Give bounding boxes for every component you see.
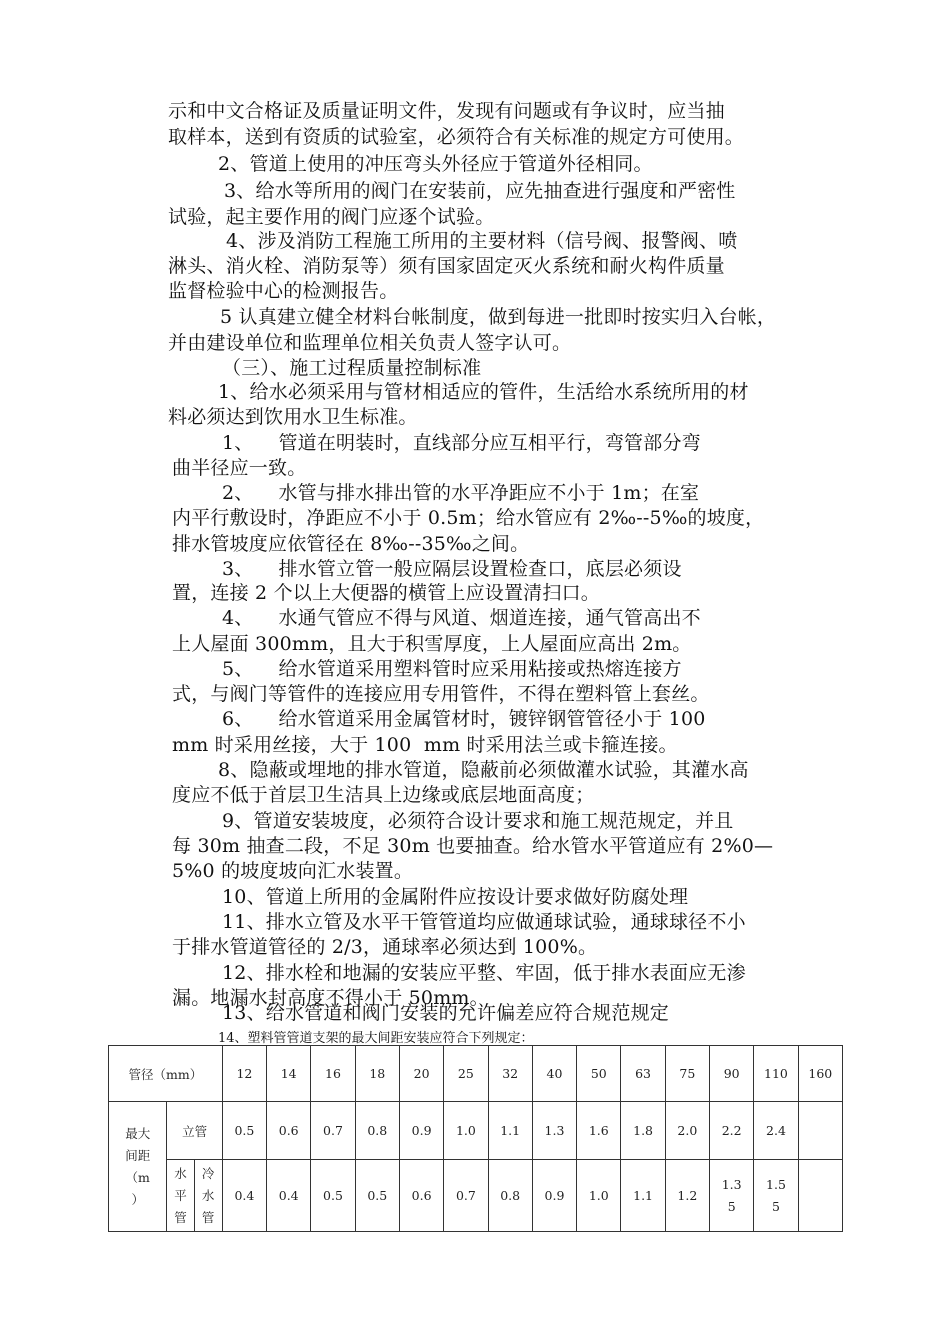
diameter-cell: 25: [444, 1046, 488, 1102]
value-cell: 0.5: [355, 1160, 399, 1232]
value-cell: 0.6: [267, 1102, 311, 1160]
label-line: 水: [201, 1187, 215, 1203]
value-cell: 0.4: [267, 1160, 311, 1232]
section-heading: （三）、施工过程质量控制标准: [222, 357, 482, 379]
diameter-cell: 18: [355, 1046, 399, 1102]
text-line: 10、管道上所用的金属附件应按设计要求做好防腐处理: [222, 886, 689, 908]
value-cell: 1.8: [621, 1102, 665, 1160]
text-line: 2、 水管与排水排出管的水平净距应不小于 1m；在室: [222, 482, 700, 504]
value-cell: 1.1: [488, 1102, 532, 1160]
vertical-pipe-label-cell: 立管: [167, 1102, 222, 1160]
diameter-cell: 63: [621, 1046, 665, 1102]
text-line: 取样本，送到有资质的试验室，必须符合有关标准的规定方可使用。: [168, 126, 745, 148]
table-row: [109, 1102, 843, 1160]
diameter-cell: 16: [311, 1046, 355, 1102]
text-line: 1、给水必须采用与管材相适应的管件，生活给水系统所用的材: [218, 381, 749, 403]
label-line: 冷: [201, 1165, 215, 1181]
diameter-cell: 90: [710, 1046, 754, 1102]
value-cell: 1.0: [444, 1102, 488, 1160]
value-cell: 2.4: [754, 1102, 798, 1160]
value-cell: 1.1: [621, 1160, 665, 1232]
value-cell: 2.2: [710, 1102, 754, 1160]
label-line: 间距: [125, 1147, 151, 1163]
text-line: 8、隐蔽或埋地的排水管道，隐蔽前必须做灌水试验，其灌水高: [218, 759, 749, 781]
value-cell: 2.0: [665, 1102, 709, 1160]
value-cell: 0.5: [222, 1102, 266, 1160]
label-line: 管: [174, 1209, 187, 1225]
table-row: [109, 1160, 843, 1232]
diameter-cell: 110: [754, 1046, 798, 1102]
text-line: 12、排水栓和地漏的安装应平整、牢固，低于排水表面应无渗: [222, 962, 746, 984]
cold-water-label-cell: [194, 1160, 222, 1232]
text-line: 上人屋面 300mm，且大于积雪厚度，上人屋面应高出 2m。: [172, 633, 692, 655]
value-cell: 1.2: [665, 1160, 709, 1232]
diameter-cell: 14: [267, 1046, 311, 1102]
value-cell: 0.9: [532, 1160, 576, 1232]
diameter-cell: 20: [399, 1046, 443, 1102]
text-line: 淋头、消火栓、消防泵等）须有国家固定灭火系统和耐火构件质量: [168, 255, 725, 277]
text-line: 置，连接 2 个以上大便器的横管上应设置清扫口。: [172, 582, 600, 604]
diameter-cell: 32: [488, 1046, 532, 1102]
value-cell: 0.7: [311, 1102, 355, 1160]
value-cell: [798, 1102, 842, 1160]
text-line: 3、给水等所用的阀门在安装前，应先抽查进行强度和严密性: [224, 180, 736, 202]
text-line: 6、 给水管道采用金属管材时，镀锌钢管管径小于 100: [222, 708, 706, 730]
header-label-cell: 管径（mm）: [109, 1046, 223, 1102]
diameter-cell: 160: [798, 1046, 842, 1102]
text-line: 4、 水通气管应不得与风道、烟道连接，通气管高出不: [222, 607, 701, 629]
text-line: 5 认真建立健全材料台帐制度，做到每进一批即时按实归入台帐，: [220, 306, 777, 328]
value-cell: 0.6: [399, 1160, 443, 1232]
label-line: 管: [201, 1209, 215, 1225]
text-line: 内平行敷设时，净距应不小于 0.5m；给水管应有 2‰--5‰的坡度，: [172, 507, 765, 529]
text-line: 漏。地漏水封高度不得小于 50mm。: [172, 987, 489, 1009]
text-line: 料必须达到饮用水卫生标准。: [168, 406, 418, 428]
horizontal-pipe-label-cell: [167, 1160, 194, 1232]
label-line: 平: [174, 1187, 187, 1203]
value-cell: [754, 1160, 798, 1232]
label-line: 最大: [125, 1125, 151, 1141]
text-line: 每 30m 抽查二段，不足 30m 也要抽查。给水管水平管道应有 2%0—: [172, 835, 774, 857]
value-cell: [798, 1160, 842, 1232]
diameter-cell: 12: [222, 1046, 266, 1102]
value-cell: 1.0: [577, 1160, 621, 1232]
label-line: （m: [125, 1169, 150, 1185]
value-cell: 1.3: [532, 1102, 576, 1160]
text-line: 于排水管道管径的 2/3，通球率必须达到 100%。: [172, 936, 598, 958]
value-line: 5: [727, 1198, 736, 1214]
text-line: 试验，起主要作用的阀门应逐个试验。: [168, 206, 495, 228]
table-caption: 14、塑料管管道支架的最大间距安装应符合下列规定：: [218, 1031, 534, 1046]
text-line: 监督检验中心的检测报告。: [168, 280, 399, 302]
text-line: 5%0 的坡度坡向汇水装置。: [172, 860, 414, 882]
value-line: 5: [771, 1198, 780, 1214]
value-cell: 0.5: [311, 1160, 355, 1232]
text-line: 并由建设单位和监理单位相关负责人签字认可。: [168, 332, 572, 354]
text-line: mm 时采用丝接，大于 100 mm 时采用法兰或卡箍连接。: [172, 734, 678, 756]
value-line: 1.3: [721, 1176, 742, 1192]
text-line: 式，与阀门等管件的连接应用专用管件，不得在塑料管上套丝。: [172, 683, 710, 705]
value-cell: 0.8: [355, 1102, 399, 1160]
text-line: 9、管道安装坡度，必须符合设计要求和施工规范规定，并且: [222, 810, 734, 832]
text-line: 度应不低于首层卫生洁具上边缘或底层地面高度；: [172, 784, 595, 806]
value-cell: 0.7: [444, 1160, 488, 1232]
support-spacing-table: [108, 1045, 843, 1232]
max-spacing-label-cell: [109, 1102, 167, 1232]
value-cell: [710, 1160, 754, 1232]
diameter-cell: 50: [577, 1046, 621, 1102]
diameter-cell: 40: [532, 1046, 576, 1102]
label-line: ）: [131, 1191, 144, 1207]
value-cell: 0.9: [399, 1102, 443, 1160]
text-line: 11、排水立管及水平干管管道均应做通球试验，通球球径不小: [222, 911, 746, 933]
value-line: 1.5: [766, 1176, 786, 1192]
diameter-cell: 75: [665, 1046, 709, 1102]
text-line: 5、 给水管道采用塑料管时应采用粘接或热熔连接方: [222, 658, 682, 680]
value-cell: 1.6: [577, 1102, 621, 1160]
text-line: 2、管道上使用的冲压弯头外径应于管道外径相同。: [218, 153, 653, 175]
value-cell: 0.4: [222, 1160, 266, 1232]
value-cell: 0.8: [488, 1160, 532, 1232]
text-line: 1、 管道在明装时，直线部分应互相平行，弯管部分弯: [222, 432, 701, 454]
text-line: 曲半径应一致。: [172, 457, 307, 479]
text-line: 13、给水管道和阀门安装的允许偏差应符合规范规定: [222, 1002, 669, 1024]
text-line: 示和中文合格证及质量证明文件，发现有问题或有争议时，应当抽: [168, 100, 725, 122]
table-row: [109, 1046, 843, 1102]
text-line: 排水管坡度应依管径在 8‰--35‰之间。: [172, 533, 530, 555]
text-line: 4、涉及消防工程施工所用的主要材料（信号阀、报警阀、喷: [226, 230, 738, 252]
text-line: 3、 排水管立管一般应隔层设置检查口，底层必须设: [222, 558, 682, 580]
label-line: 水: [174, 1165, 187, 1181]
